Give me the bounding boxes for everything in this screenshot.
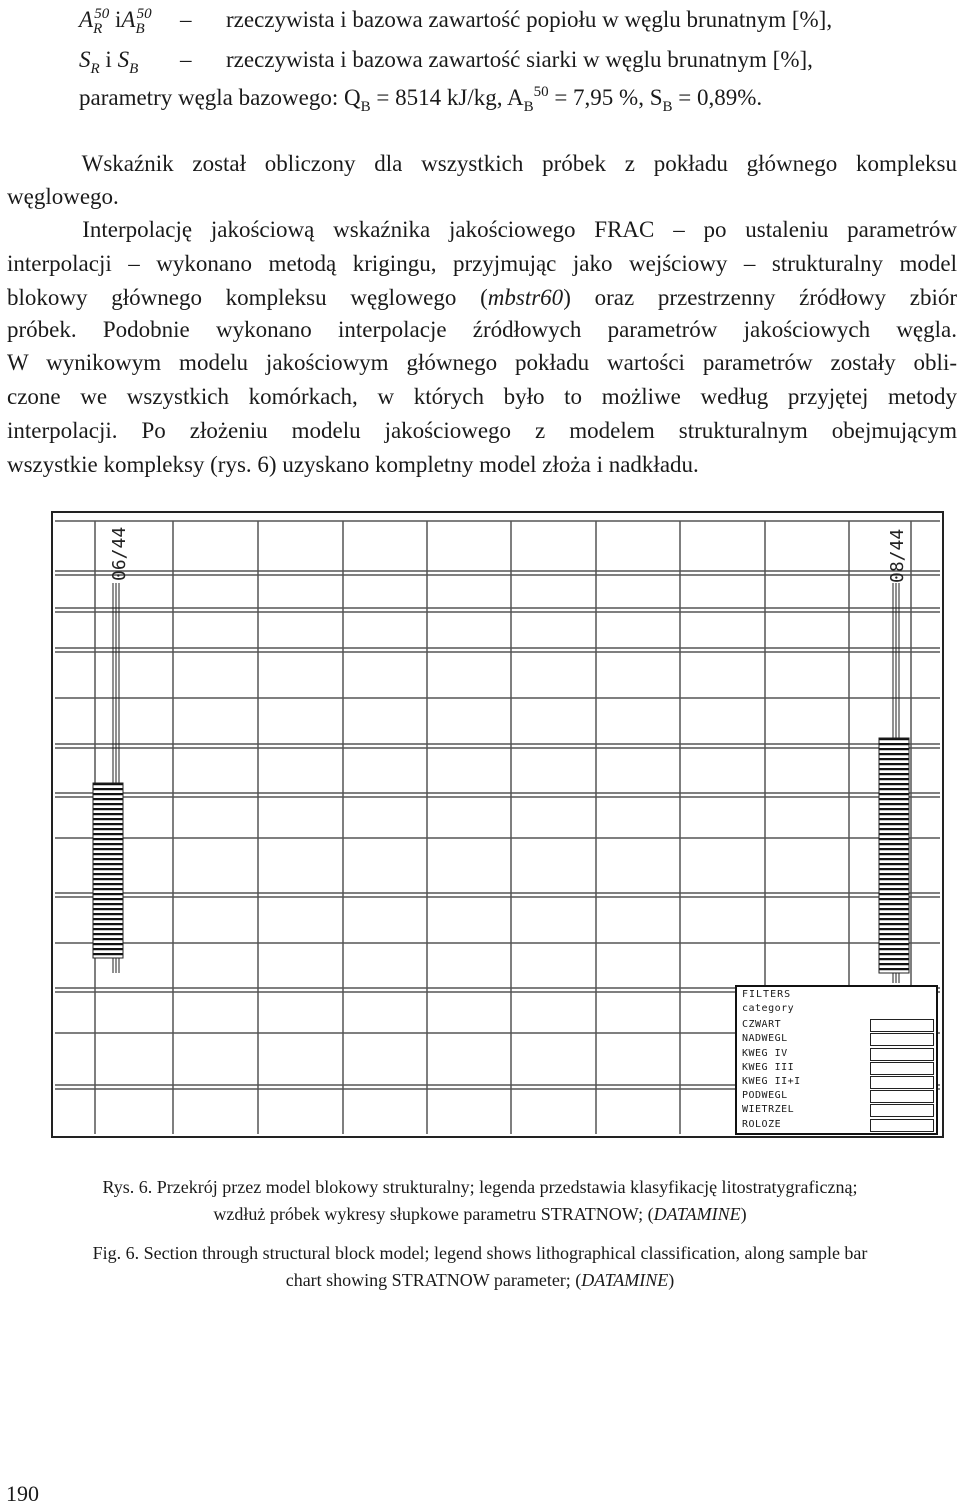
q-value: = 8514 kJ/kg, A (370, 85, 524, 110)
paragraph2-line4: próbek. Podobnie wykonano interpolacje źródłowych parametrów jakościowych węgla. (7, 317, 957, 342)
caption-en-part1: chart showing STRATNOW parameter; ( (285, 1270, 582, 1290)
legend-item: KWEG III (742, 1062, 795, 1073)
legend-item: CZWART (742, 1019, 782, 1030)
page-number: 190 (6, 1481, 39, 1506)
p2-l3-part2: ) oraz przestrzenny źródłowy zbiór (563, 285, 957, 310)
legend-item: KWEG II+I (742, 1076, 801, 1087)
caption-pl-line2 (0, 1201, 960, 1227)
caption-en-software: DATAMINE (581, 1270, 669, 1290)
paragraph2-line6: czone we wszystkich komórkach, w których było to możliwe według przyjętej metody (7, 384, 957, 409)
legend-swatch (870, 1048, 934, 1061)
params-prefix: parametry węgla bazowego: Q (79, 85, 361, 110)
dash: – (180, 7, 192, 32)
p2-l3-part1: blokowy głównego kompleksu węglowego ( (7, 285, 488, 310)
sup-50b: 50 (136, 6, 152, 22)
legend-swatch (870, 1090, 934, 1103)
a-value: = 7,95 %, S (548, 85, 663, 110)
q-sub: B (360, 99, 371, 115)
join-i: i (114, 7, 122, 32)
a-sub: B (523, 99, 534, 115)
caption-en-line2 (0, 1267, 960, 1293)
definition-text: rzeczywista i bazowa zawartość popiołu w węglu brunatnym [%], (226, 7, 833, 32)
sub-r: R (90, 61, 100, 77)
legend-item: WIETRZEL (742, 1104, 795, 1115)
s-sub: B (662, 99, 673, 115)
sub-b: B (129, 61, 139, 77)
paragraph2-line8: wszystkie kompleksy (rys. 6) uzyskano kompletny model złoża i nadkładu. (7, 452, 699, 477)
legend-title: FILTERS (742, 989, 792, 1000)
paragraph2-line1: Interpolację jakościową wskaźnika jakościowego FRAC – po ustaleniu parametrów (7, 217, 957, 242)
paragraph1-line1: Wskaźnik został obliczony dla wszystkich próbek z pokładu głównego kompleksu (7, 151, 957, 176)
base-coal-parameters (79, 84, 762, 115)
definition-text: rzeczywista i bazowa zawartość siarki w węglu brunatnym [%], (226, 47, 813, 72)
model-name: mbstr60 (487, 285, 564, 310)
borehole-label-left: 06/44 (109, 526, 130, 581)
legend-swatch (870, 1119, 934, 1132)
legend-swatch (870, 1019, 934, 1032)
a-sup: 50 (533, 84, 549, 100)
dash: – (180, 47, 192, 72)
right-borehole-bars (879, 738, 909, 973)
paragraph2-line7: interpolacji. Po złożeniu modelu jakościowego z modelem strukturalnym obejmującym (7, 418, 957, 443)
caption-pl-software: DATAMINE (653, 1204, 741, 1224)
caption-pl-line1: Rys. 6. Przekrój przez model blokowy strukturalny; legenda przedstawia klasyfikację litostratygraficzną; (102, 1177, 858, 1197)
legend-item: KWEG IV (742, 1048, 788, 1059)
definition-sulfur (79, 46, 959, 77)
legend-item: ROLOZE (742, 1119, 782, 1130)
legend-swatch (870, 1062, 934, 1075)
legend-swatch (870, 1104, 934, 1117)
symbol-s2: S (117, 47, 130, 72)
sup-50: 50 (94, 6, 110, 22)
caption-pl-part1: wzdłuż próbek wykresy słupkowe parametru STRATNOW; ( (213, 1204, 654, 1224)
legend-swatch (870, 1033, 934, 1046)
sub-r: R (93, 21, 103, 37)
sub-b: B (135, 21, 145, 37)
caption-pl-part2: ) (740, 1204, 747, 1224)
borehole-label-right: 08/44 (887, 528, 908, 583)
caption-en-line1: Fig. 6. Section through structural block model; legend shows lithographical classification, along sample bar (92, 1243, 868, 1263)
legend-swatch (870, 1076, 934, 1089)
paragraph1-line2: węglowego. (7, 184, 119, 209)
join-i: i (105, 47, 112, 72)
filters-legend (735, 985, 938, 1135)
legend-item: category (742, 1003, 795, 1014)
paragraph2-line5: W wynikowym modelu jakościowym głównego pokładu wartości parametrów zostały obli- (7, 350, 957, 375)
definition-ash: $A_R^{50}$ $iA_B^{50}$ – rzeczywista i bazowa zawartość popiołu w węglu brunatnym [%], (79, 6, 833, 37)
legend-item: PODWEGL (742, 1090, 788, 1101)
left-borehole-bars (93, 783, 123, 958)
s-value: = 0,89%. (672, 85, 763, 110)
symbol-s: S (79, 47, 91, 72)
caption-en-part2: ) (668, 1270, 675, 1290)
symbol-a-r: $A_R^{50}$ (79, 6, 110, 37)
paragraph2-line3 (7, 284, 957, 312)
paragraph2-line2: interpolacji – wykonano metodą krigingu, przyjmując jako wejściowy – strukturalny model (7, 251, 957, 276)
legend-item: NADWEGL (742, 1033, 788, 1044)
